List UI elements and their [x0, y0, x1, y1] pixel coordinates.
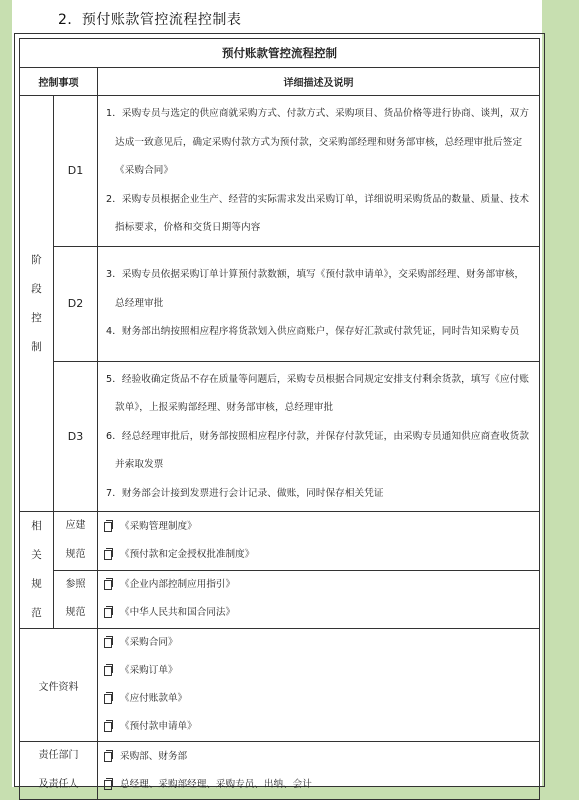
- document-icon: [104, 722, 112, 732]
- list-item: 6．经总经理审批后，财务部按照相应程序付款，并保存付款凭证，由采购专员通知供应商查收货款并索取发票: [106, 430, 530, 470]
- files-label: 文件资料: [20, 629, 98, 742]
- control-table: [19, 38, 540, 800]
- should-build-docs: [98, 512, 540, 571]
- table-title: 预付账款管控流程控制: [20, 39, 540, 68]
- list-item: 5．经验收确定货品不存在质量等问题后，采购专员根据合同规定安排支付剩余货款，填写《应付账款单》，上报采购部经理、财务部审核，总经理审批: [106, 373, 530, 413]
- files-list: [98, 629, 540, 742]
- document-icon: [104, 638, 112, 648]
- list-item: 《应付账款单》: [98, 685, 539, 713]
- list-item: 总经理、采购部经理、采购专员、出纳、会计: [98, 771, 539, 799]
- stage-code-d1: D1: [54, 96, 98, 247]
- control-table-frame: [14, 33, 545, 790]
- document-icon: [104, 522, 112, 532]
- stage-control-label: 阶 段 控 制: [20, 96, 54, 512]
- list-item: 7．财务部会计接到发票进行会计记录、做账，同时保存相关凭证: [106, 487, 384, 499]
- section-title: 2．预付账款管控流程控制表: [58, 12, 242, 28]
- stage-code-d2: D2: [54, 246, 98, 361]
- list-item: 3．采购专员依据采购订单计算预付款数额，填写《预付款申请单》，交采购部经理、财务部审核，总经理审批: [106, 269, 525, 309]
- stage-code-d3: D3: [54, 361, 98, 512]
- col-header-detail: 详细描述及说明: [98, 68, 540, 96]
- stage-d1-details: [98, 96, 540, 247]
- list-item: 《采购订单》: [98, 657, 539, 685]
- stage-d2-details: [98, 246, 540, 361]
- related-norms-label: 相 关 规 范: [20, 512, 54, 629]
- document-icon: [104, 666, 112, 676]
- responsibility-label: 责任部门 及责任人: [20, 742, 98, 800]
- list-item: 采购部、财务部: [98, 743, 539, 771]
- list-item: 《中华人民共和国合同法》: [98, 599, 539, 627]
- document-icon: [104, 752, 112, 762]
- list-item: 《预付款和定金授权批准制度》: [98, 541, 539, 569]
- list-item: 1．采购专员与选定的供应商就采购方式、付款方式、采购项目、货品价格等进行协商、谈判，双方达成一致意见后，确定采购付款方式为预付款，交采购部经理和财务部审核，总经理审批后签定《采购合同》: [106, 108, 530, 176]
- list-item: 4．财务部出纳按照相应程序将货款划入供应商账户，保存好汇款或付款凭证，同时告知采购专员: [106, 326, 520, 338]
- reference-docs: [98, 570, 540, 629]
- document-icon: [104, 550, 112, 560]
- document-icon: [104, 580, 112, 590]
- reference-label: 参照 规范: [54, 570, 98, 629]
- should-build-label: 应建 规范: [54, 512, 98, 571]
- stage-d3-details: [98, 361, 540, 512]
- list-item: 《企业内部控制应用指引》: [98, 571, 539, 599]
- col-header-control: 控制事项: [20, 68, 98, 96]
- list-item: 2．采购专员根据企业生产、经营的实际需求发出采购订单，详细说明采购货品的数量、质量、技术指标要求，价格和交货日期等内容: [106, 193, 530, 233]
- document-icon: [104, 780, 112, 790]
- document-icon: [104, 694, 112, 704]
- list-item: 《预付款申请单》: [98, 713, 539, 741]
- responsibility-list: [98, 742, 540, 800]
- list-item: 《采购管理制度》: [98, 513, 539, 541]
- list-item: 《采购合同》: [98, 629, 539, 657]
- document-icon: [104, 608, 112, 618]
